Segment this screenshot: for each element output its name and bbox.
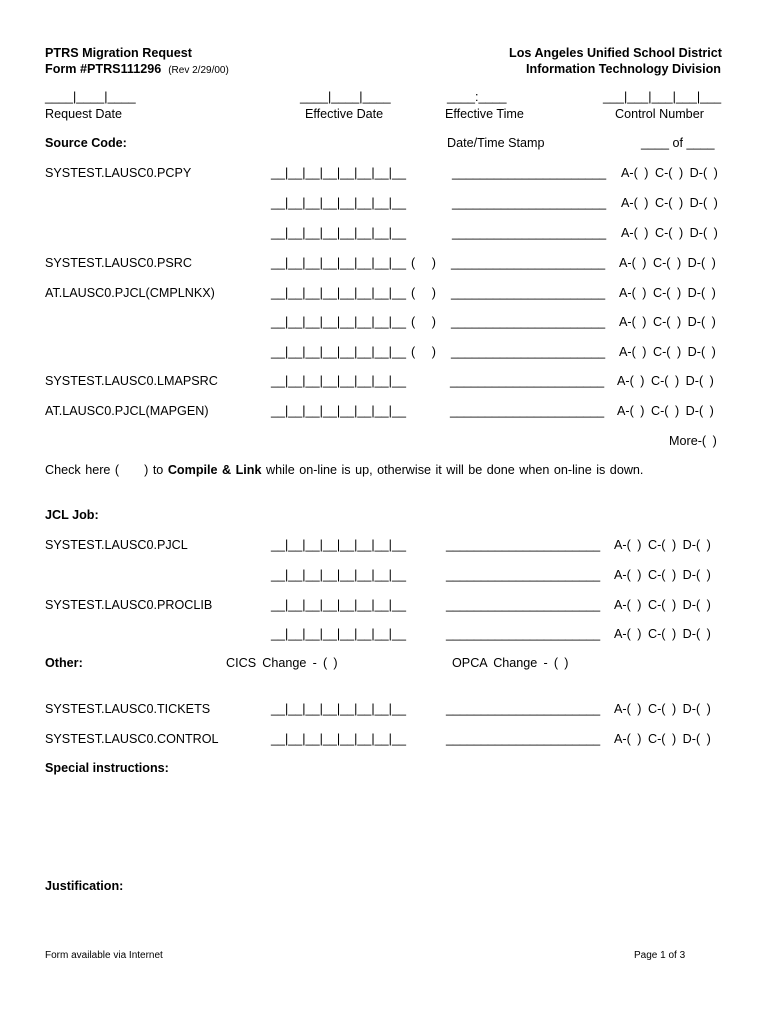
compile-note-connector: to — [152, 462, 164, 477]
stamp-blank: ______________________ — [451, 255, 606, 270]
action-options: A-( ) C-( ) D-( ) — [614, 626, 711, 641]
action-options: A-( ) C-( ) D-( ) — [614, 597, 711, 612]
jcl-row — [0, 568, 770, 583]
action-options: A-( ) C-( ) D-( ) — [614, 701, 711, 716]
page-number: Page 1 of 3 — [634, 950, 686, 961]
member-blank: __|__|__|__|__|__|__|__ — [271, 195, 406, 210]
dataset-name: SYSTEST.LAUSC0.CONTROL — [45, 731, 219, 746]
member-blank: __|__|__|__|__|__|__|__ — [271, 567, 406, 582]
source-row — [0, 374, 770, 389]
control-number-blank: ___|___|___|___|___ — [603, 90, 722, 104]
dataset-name: SYSTEST.LAUSC0.PSRC — [45, 255, 192, 270]
dataset-name: SYSTEST.LAUSC0.PROCLIB — [45, 597, 213, 612]
action-options: A-( ) C-( ) D-( ) — [621, 165, 718, 180]
action-options: A-( ) C-( ) D-( ) — [614, 731, 711, 746]
member-blank: __|__|__|__|__|__|__|__ — [271, 225, 406, 240]
dataset-name: AT.LAUSC0.PJCL(CMPLNKX) — [45, 285, 215, 300]
form-number: Form #PTRS111296 — [45, 61, 162, 76]
member-blank: __|__|__|__|__|__|__|__ — [271, 285, 406, 300]
action-options: A-( ) C-( ) D-( ) — [621, 195, 718, 210]
source-code-heading: Source Code: — [45, 135, 127, 150]
member-blank: __|__|__|__|__|__|__|__ — [271, 597, 406, 612]
stamp-blank: ______________________ — [446, 626, 601, 641]
compile-check: ( ) — [411, 344, 436, 359]
compile-note-prefix: Check here ( — [45, 462, 120, 477]
compile-note-rest: while on-line is up, otherwise it will be done when on-line is down. — [266, 462, 644, 477]
stamp-blank: ______________________ — [451, 285, 606, 300]
member-blank: __|__|__|__|__|__|__|__ — [271, 626, 406, 641]
member-blank: __|__|__|__|__|__|__|__ — [271, 165, 406, 180]
member-blank: __|__|__|__|__|__|__|__ — [271, 537, 406, 552]
dataset-name: SYSTEST.LAUSC0.TICKETS — [45, 701, 211, 716]
member-blank: __|__|__|__|__|__|__|__ — [271, 314, 406, 329]
stamp-blank: ______________________ — [451, 344, 606, 359]
source-row — [0, 315, 770, 330]
footer-note: Form available via Internet — [45, 950, 163, 961]
source-row — [0, 404, 770, 419]
stamp-blank: ______________________ — [451, 314, 606, 329]
member-blank: __|__|__|__|__|__|__|__ — [271, 344, 406, 359]
stamp-blank: ______________________ — [446, 597, 601, 612]
member-blank: __|__|__|__|__|__|__|__ — [271, 255, 406, 270]
source-row — [0, 226, 770, 241]
action-options: A-( ) C-( ) D-( ) — [619, 314, 716, 329]
stamp-blank: ______________________ — [446, 731, 601, 746]
opca-change-option: OPCA Change - ( ) — [452, 655, 569, 670]
control-number-label: Control Number — [615, 106, 704, 121]
stamp-blank: ______________________ — [446, 701, 601, 716]
other-row — [0, 732, 770, 747]
source-row — [0, 196, 770, 211]
jcl-row — [0, 598, 770, 613]
dataset-name: SYSTEST.LAUSC0.PCPY — [45, 165, 192, 180]
dataset-name: AT.LAUSC0.PJCL(MAPGEN) — [45, 403, 209, 418]
source-row — [0, 345, 770, 360]
dataset-name: SYSTEST.LAUSC0.PJCL — [45, 537, 188, 552]
datetime-stamp-heading: Date/Time Stamp — [447, 135, 545, 150]
stamp-blank: ______________________ — [450, 403, 605, 418]
source-row — [0, 256, 770, 271]
compile-link-emphasis: Compile & Link — [167, 462, 262, 477]
action-options: A-( ) C-( ) D-( ) — [619, 344, 716, 359]
other-heading: Other: — [45, 655, 83, 670]
member-blank: __|__|__|__|__|__|__|__ — [271, 731, 406, 746]
compile-link-note — [45, 463, 643, 478]
stamp-blank: ______________________ — [452, 165, 607, 180]
request-date-blank: ____|____|____ — [45, 90, 136, 104]
compile-check: ( ) — [411, 285, 436, 300]
division-name: Information Technology Division — [526, 61, 721, 76]
source-row — [0, 286, 770, 301]
source-row — [0, 166, 770, 181]
stamp-blank: ______________________ — [446, 567, 601, 582]
action-options: A-( ) C-( ) D-( ) — [619, 285, 716, 300]
effective-time-blank: ____:____ — [447, 90, 507, 104]
justification-heading: Justification: — [45, 878, 124, 893]
action-options: A-( ) C-( ) D-( ) — [619, 255, 716, 270]
compile-check: ( ) — [411, 255, 436, 270]
stamp-blank: ______________________ — [450, 373, 605, 388]
other-row — [0, 702, 770, 717]
effective-date-label: Effective Date — [305, 106, 384, 121]
special-instructions-heading: Special instructions: — [45, 760, 169, 775]
page-count-blank: ____ of ____ — [641, 135, 715, 150]
action-options: A-( ) C-( ) D-( ) — [614, 537, 711, 552]
dataset-name: SYSTEST.LAUSC0.LMAPSRC — [45, 373, 218, 388]
district-name: Los Angeles Unified School District — [509, 45, 722, 60]
request-date-label: Request Date — [45, 106, 123, 121]
action-options: A-( ) C-( ) D-( ) — [617, 403, 714, 418]
more-option: More-( ) — [669, 433, 717, 448]
compile-check: ( ) — [411, 314, 436, 329]
form-revision: (Rev 2/29/00) — [168, 64, 229, 76]
stamp-blank: ______________________ — [452, 225, 607, 240]
member-blank: __|__|__|__|__|__|__|__ — [271, 403, 406, 418]
compile-note-close: ) — [144, 462, 149, 477]
form-title: PTRS Migration Request — [45, 45, 192, 60]
effective-date-blank: ____|____|____ — [300, 90, 391, 104]
jcl-row — [0, 627, 770, 642]
stamp-blank: ______________________ — [446, 537, 601, 552]
action-options: A-( ) C-( ) D-( ) — [621, 225, 718, 240]
action-options: A-( ) C-( ) D-( ) — [614, 567, 711, 582]
form-number-line — [45, 62, 229, 77]
stamp-blank: ______________________ — [452, 195, 607, 210]
member-blank: __|__|__|__|__|__|__|__ — [271, 701, 406, 716]
effective-time-label: Effective Time — [445, 106, 524, 121]
cics-change-option: CICS Change - ( ) — [226, 655, 338, 670]
jcl-job-heading: JCL Job: — [45, 507, 99, 522]
jcl-row — [0, 538, 770, 553]
member-blank: __|__|__|__|__|__|__|__ — [271, 373, 406, 388]
action-options: A-( ) C-( ) D-( ) — [617, 373, 714, 388]
